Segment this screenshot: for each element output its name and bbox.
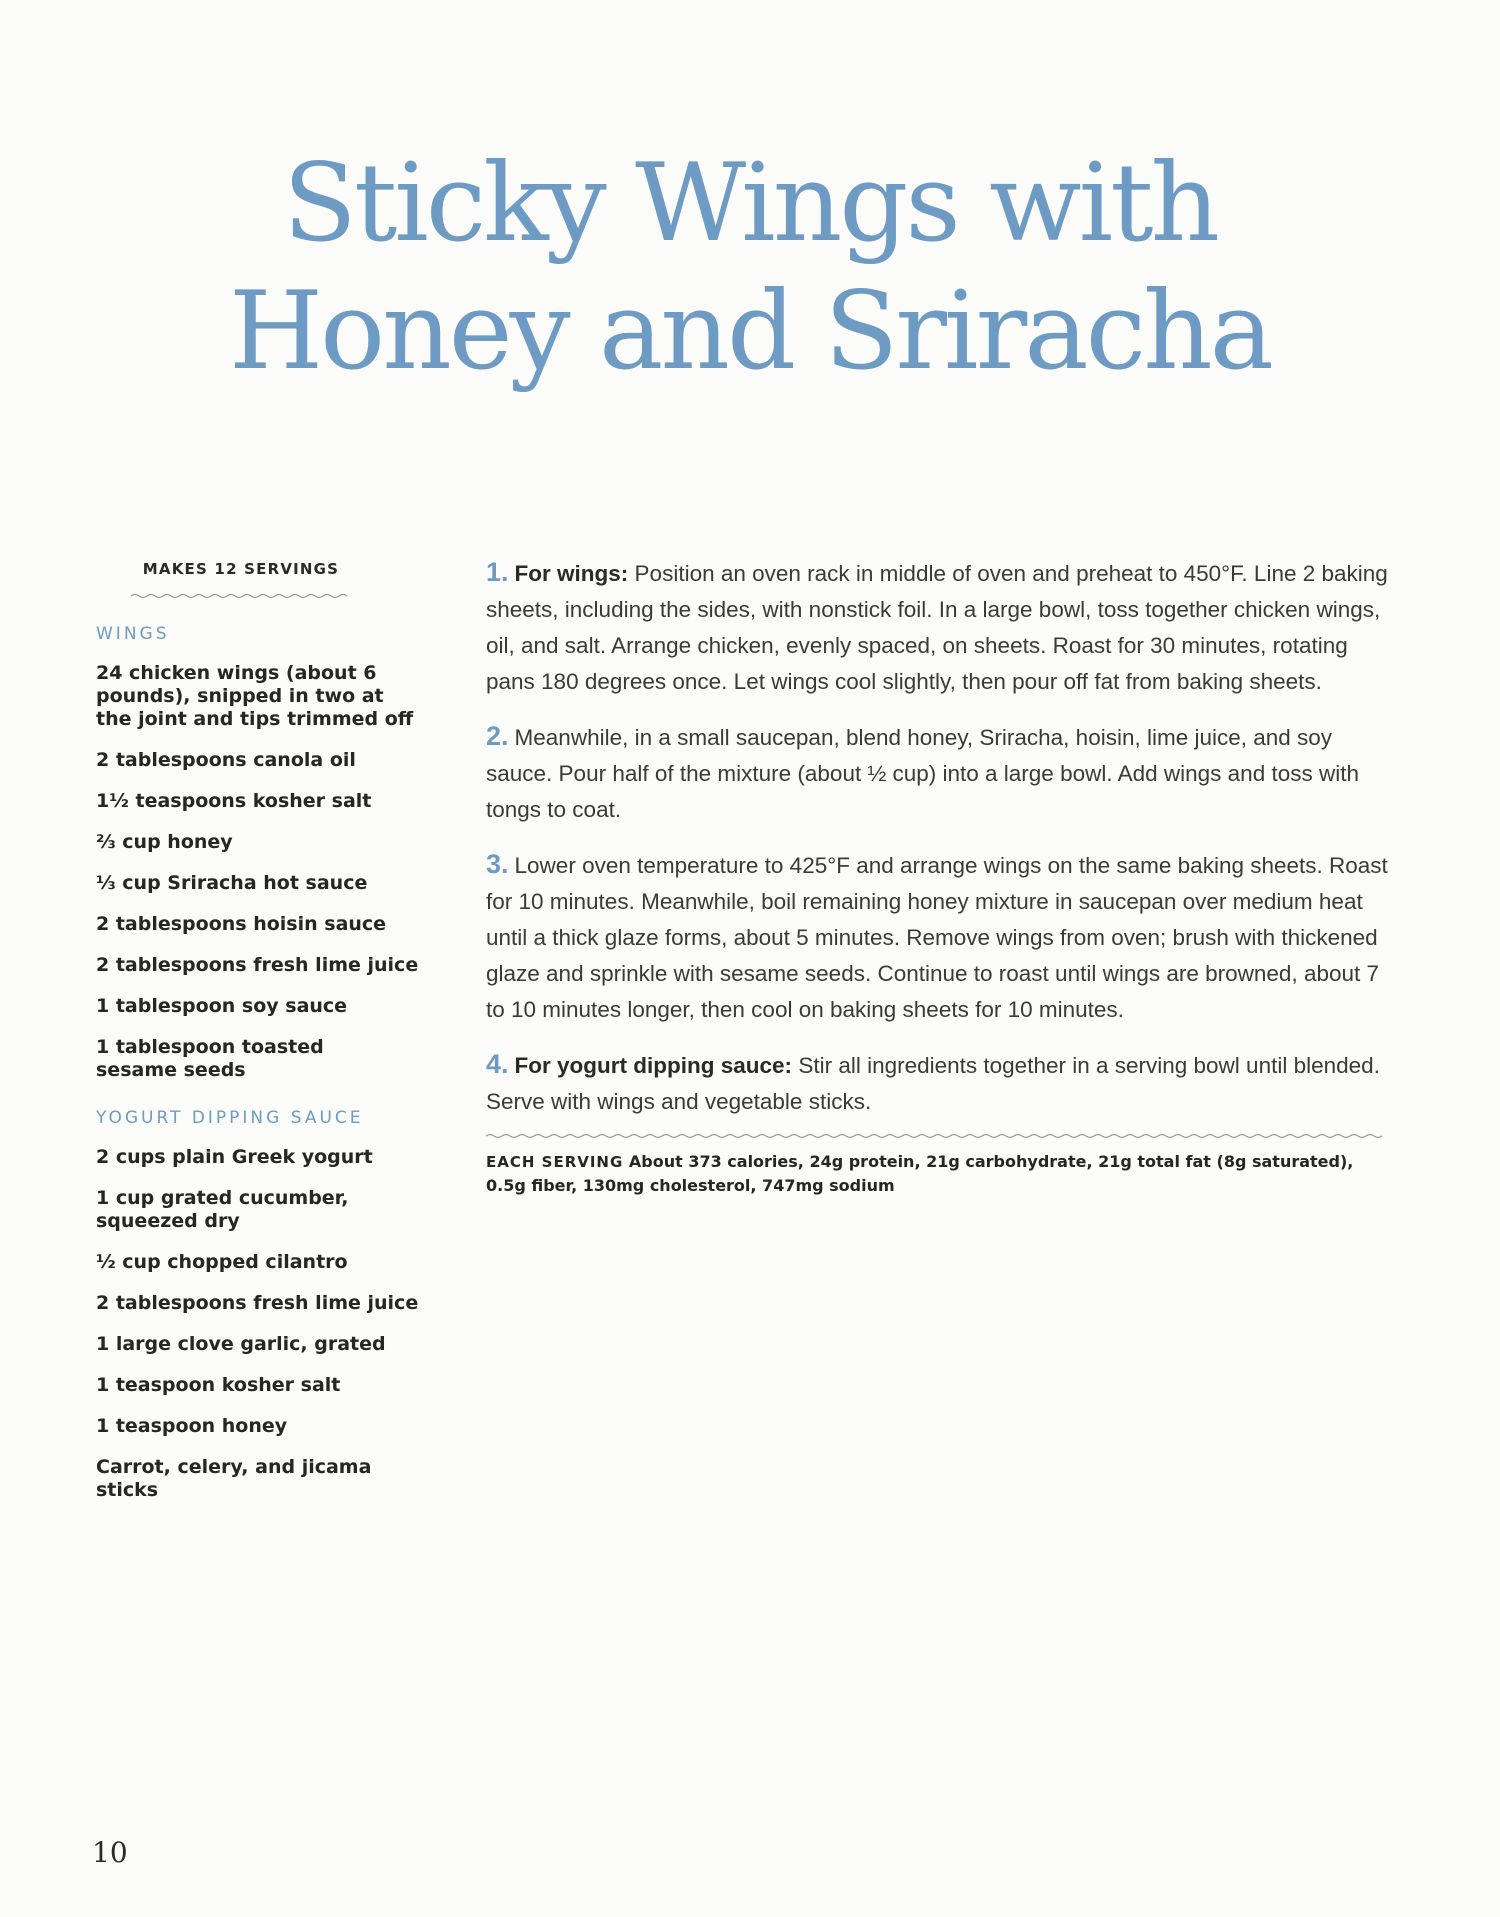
ingredient: Carrot, celery, and jicama sticks [96,1456,372,1501]
title-line-1: Sticky Wings with [282,141,1218,266]
step-text: Position an oven rack in middle of oven and preheat to 450°F. Line 2 baking sheets, including the sides, with nonstick foil. In a large bowl, toss together chicken wings, oil, and salt. Arrange chicken, evenly spaced, on sheets. Roast for 30 minutes, rotating pans 180 degrees once. Let wings cool slightly, then pour off fat from baking sheets. [486,561,1388,694]
ingredient: 1 tablespoon soy sauce [96,995,348,1017]
nutrition-text: About 373 calories, 24g protein, 21g carbohydrate, 21g total fat (8g saturated), 0.5g fiber, 130mg cholesterol, 747mg sodium [486,1152,1354,1195]
title-line-2: Honey and Sriracha [228,269,1272,394]
ingredient: 1 cup grated cucumber, squeezed dry [96,1187,349,1232]
step-text: Meanwhile, in a small saucepan, blend honey, Sriracha, hoisin, lime juice, and soy sauce. Pour half of the mixture (about ½ cup) into a large bowl. Add wings and toss with tongs to coat. [486,725,1359,822]
ingredient: 1 teaspoon honey [96,1415,288,1437]
nutrition-label: EACH SERVING [486,1153,624,1171]
ingredient: 24 chicken wings (about 6 pounds), snipped in two at the joint and tips trimmed off [96,662,414,730]
step-number: 3. [486,849,509,879]
ingredient: 2 tablespoons fresh lime juice [96,954,419,976]
recipe-title [0,140,1500,396]
step-lead: For wings: [514,561,629,586]
ingredient: 2 tablespoons hoisin sauce [96,913,387,935]
section-heading-yogurt-sauce: YOGURT DIPPING SAUCE [96,1108,364,1128]
section-heading-wings: WINGS [96,624,170,644]
step-2 [486,718,1390,828]
ingredients-column [96,560,436,1520]
step-text: Stir all ingredients together in a serving bowl until blended. Serve with wings and vegetable sticks. [486,1053,1380,1114]
directions-column [486,554,1390,1197]
step-lead: For yogurt dipping sauce: [514,1053,793,1078]
ingredient: 1½ teaspoons kosher salt [96,790,372,812]
step-number: 1. [486,557,509,587]
ingredient: ⅓ cup Sriracha hot sauce [96,872,368,894]
ingredient: 2 tablespoons fresh lime juice [96,1292,419,1314]
ingredient: 2 tablespoons canola oil [96,749,356,771]
page-number: 10 [92,1836,128,1869]
wavy-divider [486,1132,1386,1140]
wavy-divider-small [131,592,351,600]
step-number: 4. [486,1049,509,1079]
step-3 [486,846,1390,1028]
ingredient: ½ cup chopped cilantro [96,1251,348,1273]
ingredient: 1 large clove garlic, grated [96,1333,386,1355]
step-text: Lower oven temperature to 425°F and arrange wings on the same baking sheets. Roast for 10 minutes. Meanwhile, boil remaining honey mixture in saucepan over medium heat until a thick glaze forms, about 5 minutes. Remove wings from oven; brush with thickened glaze and sprinkle with sesame seeds. Continue to roast until wings are browned, about 7 to 10 minutes longer, then cool on baking sheets for 10 minutes. [486,853,1388,1022]
step-number: 2. [486,721,509,751]
servings-label: MAKES 12 SERVINGS [142,560,340,578]
step-4 [486,1046,1390,1120]
ingredient: 2 cups plain Greek yogurt [96,1146,373,1168]
step-1 [486,554,1390,700]
ingredient: ⅔ cup honey [96,831,233,853]
nutrition-info [486,1150,1386,1197]
ingredient: 1 teaspoon kosher salt [96,1374,341,1396]
ingredient: 1 tablespoon toasted sesame seeds [96,1036,324,1081]
